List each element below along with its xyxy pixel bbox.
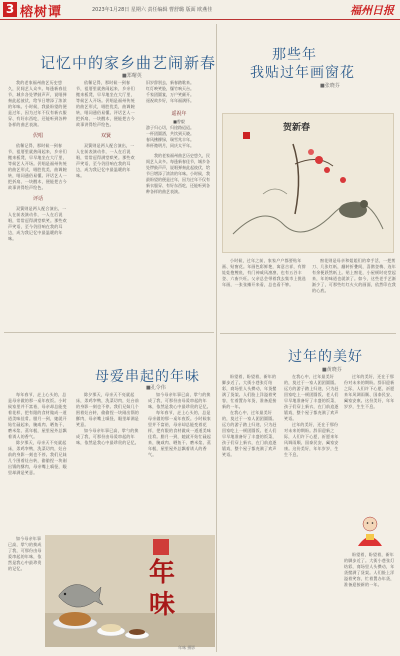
- article-body: [8, 536, 42, 648]
- paragraph: 我的老家福州曲艺历史悠久，民间艺人众多。每逢新春佳节，城乡各处锣鼓声声，说唱弹奏此起彼伏，给节日增添了浓浓的年味。小时候，我最盼望的便是过年，因为过年不仅有新衣服穿、有好东西吃，还能听到各种各样的曲艺表演。: [8, 80, 67, 127]
- lucky-doll-illustration: [344, 514, 396, 548]
- article-byline: ■郑曙英: [122, 73, 142, 79]
- paragraph: 如今母亲年事已高，掌勺的换成了我，可那份由母爱串起的年味，依然是我心中最珍贵的记忆。: [76, 428, 139, 445]
- masthead-logo: 福州日报: [350, 4, 394, 17]
- paragraph: 依稀记得，那时候一到春节，祖厝里就热闹起来，乡亲们搬来板凳，早早地坐在大厅里，等候艺人开场。伬唱是福州传统的曲艺形式，唱腔优美，曲调婉转，唱词通俗易懂。评话艺人一把折扇、一块醒木，便能把古今故事讲得绘声绘色。: [8, 143, 67, 190]
- paragraph: 依稀记得，那时候一到春节，祖厝里就热闹起来，乡亲们搬来板凳，早早地坐在大厅里，等候艺人开场。伬唱是福州传统的曲艺形式，唱腔优美，曲调婉转，唱词通俗易懂。评话艺人一把折扇、一块醒木，便能把古今故事讲得绘声绘色。: [76, 80, 135, 127]
- poem-title: 遥祝年: [171, 111, 187, 117]
- article-body: [344, 374, 396, 512]
- poem-byline: ■曾毅: [173, 119, 185, 124]
- subhead: 评话: [32, 196, 43, 202]
- paragraph: 盼望着，盼望着，新年的脚步近了。大街小巷张灯结彩，商场里人头攒动，年货摆满了货架。人们脸上洋溢着笑容，忙着置办年货，准备迎接新的一年。: [222, 374, 277, 409]
- section-title: 榕树谭: [20, 5, 63, 20]
- poem-line: 红灯映笑脸，爆竹响天台。: [146, 86, 194, 91]
- food-illustration: [45, 535, 215, 647]
- article-byline: ■孔令伟: [146, 385, 166, 391]
- paragraph: 在我心中，过年最美好的，莫过于一家人团团圆圆。远方的游子踏上归途，只为赶回家吃上一顿团圆饭。老人们早早地准备好了丰盛的饭菜，孩子们穿上新衣，在门前追逐嬉戏，整个屋子都充满了欢声笑语。: [284, 374, 339, 421]
- article-body: [222, 258, 306, 330]
- poem-line: 春风拂柳绿，瑞雪兆丰年。: [146, 137, 194, 142]
- subhead: 伬唱: [32, 133, 43, 139]
- section-divider: [4, 332, 214, 333]
- paragraph: 双簧则是两人配合演出，一人在前表演动作，一人在后说唱，常常逗得满堂哄笑。那些欢声笑语，至今仍回响在我的耳边，成为我记忆中最温暖的年味。: [8, 206, 67, 241]
- paragraph: 每年春节，走上心头的，总是母亲做的那一桌年夜饭。小时候家里并不富裕，母亲却总能变着花样，把有限的食材做成一道道美味佳肴。腊月一到，她就开始忙碌起来，腌咸肉、晒鱼干、磨米浆、蒸年糕，屋里屋外总飘着诱人的香气。: [148, 410, 211, 457]
- paragraph: 如今母亲年事已高，掌勺的换成了我，可那份由母爱串起的年味，依然是我心中最珍贵的记忆。: [8, 536, 42, 571]
- paragraph: 除夕那天，母亲天不亮就起床，杀鸡宰鸭，洗菜切肉，灶台前的身影一刻也不停。我们兄妹几个围着灶台转，偷偷捏一块刚出锅的酥肉，母亲嘴上嗔怪，眼里却满是笑意。: [76, 392, 139, 427]
- poem-block: [146, 80, 212, 328]
- painting-inscription: 贺新春: [283, 123, 311, 133]
- article-body: [76, 80, 136, 328]
- article-body: [222, 374, 280, 648]
- paragraph: 盼望着，盼望着，新年的脚步近了。大街小巷张灯结彩，商场里人头攒动，年货摆满了货架。人们脸上洋溢着笑容，忙着置办年货，准备迎接新的一年。: [344, 552, 395, 587]
- page-header: [0, 0, 400, 20]
- poem-line: 举杯邀明月，同庆太平年。: [146, 143, 194, 148]
- article-title: 母爱串起的年味: [95, 369, 200, 385]
- article-body: [148, 392, 212, 532]
- new-year-painting-photo: [222, 113, 394, 253]
- paragraph: 小时候，过年之前，家家户户都要贴年画、贴窗花。年画色彩鲜艳，寓意吉祥，有胖娃娃抱鲤鱼，有门神威风凛凛，也有五谷丰登、六畜兴旺。父亲总会带着我去集市上挑选年画，一张张摊开来看，总也看不够。: [222, 258, 306, 287]
- photo-caption: 年味 摄影: [178, 645, 196, 650]
- article-body: [8, 80, 68, 328]
- painting-illustration: [223, 114, 394, 253]
- article-body: [284, 374, 340, 648]
- nian-wei-calligraphy: 年味: [149, 558, 176, 620]
- issue-meta: 2023年1月28日 星期六 责任编辑 曹舒璐 版面 欧燕佳: [92, 7, 213, 13]
- article-title: 那些年: [272, 47, 317, 63]
- poem-line: 遥祝故乡好，年年福满怀。: [146, 98, 194, 103]
- paragraph: 在我心中，过年最美好的，莫过于一家人团团圆圆。远方的游子踏上归途，只为赶回家吃上一顿团圆饭。老人们早早地准备好了丰盛的饭菜，孩子们穿上新衣，在门前追逐嬉戏，整个屋子都充满了欢声笑语。: [222, 410, 277, 457]
- page-number: 3: [3, 2, 17, 17]
- article-title: 记忆中的家乡曲艺闹新春: [40, 54, 217, 72]
- subhead: 双簧: [100, 133, 111, 139]
- paragraph: 每年春节，走上心头的，总是母亲做的那一桌年夜饭。小时候家里并不富裕，母亲却总能变着花样，把有限的食材做成一道道美味佳肴。腊月一到，她就开始忙碌起来，腌咸肉、晒鱼干、磨米浆、蒸年糕，屋里屋外总飘着诱人的香气。: [8, 392, 67, 439]
- poem-line: 一杯团圆酒，共饮到天晓。: [146, 131, 194, 136]
- column-divider: [216, 24, 217, 652]
- article-byline: ■张晓芬: [320, 83, 340, 89]
- article-title: 过年的美好: [288, 349, 363, 365]
- poem-line: 千家团圆宴，万户笑颜开。: [146, 92, 194, 97]
- article-body: [344, 552, 396, 648]
- paragraph: 双簧则是两人配合演出，一人在前表演动作，一人在后说唱，常常逗得满堂哄笑。那些欢声笑语，至今仍回响在我的耳边，成为我记忆中最温暖的年味。: [76, 143, 135, 178]
- article-body: [312, 258, 396, 330]
- article-byline: ■黄晓芬: [322, 367, 342, 373]
- doll-icon: [344, 514, 396, 548]
- new-year-food-photo: [45, 535, 215, 647]
- article-body: [8, 392, 68, 532]
- poem-line: 旧岁辞别去，新春踏歌来。: [146, 80, 194, 85]
- paragraph: 过年的美好，还在于那份对未来的期盼。辞旧迎新之际，人们许下心愿，祈愿来年风调雨顺、国泰民安、阖家安康。这份美好，年年岁岁，生生不息。: [344, 374, 395, 409]
- paragraph: 窗花则是母亲和姐姐们的拿手活，一把剪刀、几张红纸，翻转折叠间，喜鹊登梅、连年有余便跃然纸上。贴上窗花，小屋顿时亮堂起来，年的味道也就浓了。如今，这些老手艺渐渐少了，可那些红红火火的画面，依然印在我的心底。: [312, 258, 396, 293]
- paragraph: 过年的美好，还在于那份对未来的期盼。辞旧迎新之际，人们许下心愿，祈愿来年风调雨顺、国泰民安、阖家安康。这份美好，年年岁岁，生生不息。: [284, 422, 339, 457]
- paragraph: 如今母亲年事已高，掌勺的换成了我，可那份由母爱串起的年味，依然是我心中最珍贵的记忆。: [148, 392, 211, 409]
- section-divider: [220, 333, 396, 334]
- poem-line: 游子归心切，归途路迢迢。: [146, 125, 194, 130]
- paragraph: 除夕那天，母亲天不亮就起床，杀鸡宰鸭，洗菜切肉，灶台前的身影一刻也不停。我们兄妹几个围着灶台转，偷偷捏一块刚出锅的酥肉，母亲嘴上嗔怪，眼里却满是笑意。: [8, 440, 67, 475]
- paragraph: 我的老家福州曲艺历史悠久，民间艺人众多。每逢新春佳节，城乡各处锣鼓声声，说唱弹奏此起彼伏，给节日增添了浓浓的年味。小时候，我最盼望的便是过年，因为过年不仅有新衣服穿、有好东西吃，还能听到各种各样的曲艺表演。: [146, 153, 210, 194]
- article-body: [76, 392, 142, 532]
- article-title: 我贴过年画窗花: [250, 65, 355, 81]
